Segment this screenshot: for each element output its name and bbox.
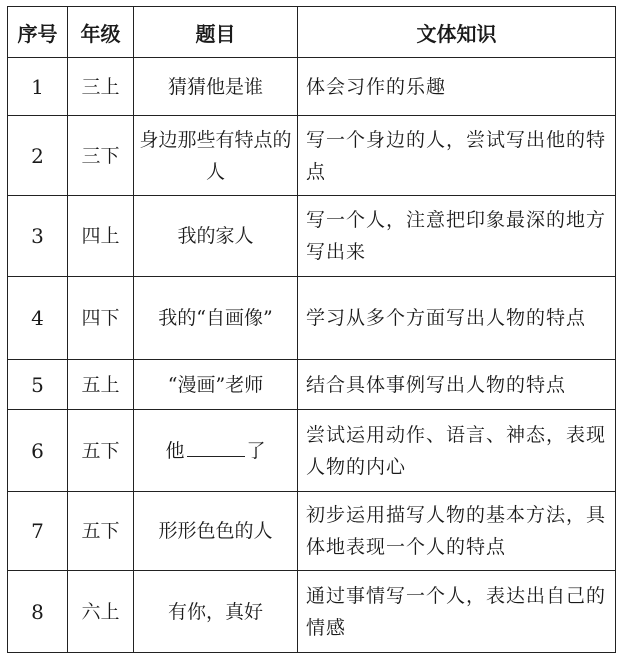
- cell-grade: 五上: [68, 360, 134, 410]
- table-container: [7, 6, 616, 653]
- table-row: [8, 116, 616, 196]
- cell-index: 1: [8, 58, 68, 116]
- topic-text-after-blank: 了: [246, 439, 266, 462]
- fill-in-blank: [187, 438, 245, 457]
- cell-knowledge: 结合具体事例写出人物的特点: [298, 360, 616, 410]
- header-knowledge: 文体知识: [298, 7, 616, 58]
- cell-grade: 五下: [68, 410, 134, 492]
- cell-index: 2: [8, 116, 68, 196]
- cell-index: 8: [8, 571, 68, 653]
- cell-knowledge: 初步运用描写人物的基本方法，具体地表现一个人的特点: [298, 492, 616, 571]
- writing-topics-table: [7, 6, 616, 653]
- table-row: [8, 492, 616, 571]
- cell-knowledge: 学习从多个方面写出人物的特点: [298, 277, 616, 360]
- cell-topic: 身边那些有特点的人: [134, 116, 298, 196]
- header-row: [8, 7, 616, 58]
- cell-knowledge: 尝试运用动作、语言、神态，表现人物的内心: [298, 410, 616, 492]
- cell-index: 6: [8, 410, 68, 492]
- header-topic: 题目: [134, 7, 298, 58]
- cell-topic: [134, 410, 298, 492]
- cell-grade: 三下: [68, 116, 134, 196]
- cell-grade: 四下: [68, 277, 134, 360]
- cell-grade: 五下: [68, 492, 134, 571]
- header-grade: 年级: [68, 7, 134, 58]
- cell-topic: 猜猜他是谁: [134, 58, 298, 116]
- cell-knowledge: 写一个人，注意把印象最深的地方写出来: [298, 196, 616, 277]
- cell-grade: 六上: [68, 571, 134, 653]
- cell-knowledge: 体会习作的乐趣: [298, 58, 616, 116]
- cell-knowledge: 通过事情写一个人，表达出自己的情感: [298, 571, 616, 653]
- cell-index: 4: [8, 277, 68, 360]
- cell-grade: 四上: [68, 196, 134, 277]
- cell-index: 5: [8, 360, 68, 410]
- cell-topic: 我的“自画像”: [134, 277, 298, 360]
- cell-index: 3: [8, 196, 68, 277]
- header-index: 序号: [8, 7, 68, 58]
- table-row: [8, 410, 616, 492]
- cell-index: 7: [8, 492, 68, 571]
- topic-text-before-blank: 他: [165, 439, 185, 462]
- cell-knowledge: 写一个身边的人，尝试写出他的特点: [298, 116, 616, 196]
- cell-topic: 我的家人: [134, 196, 298, 277]
- table-row: [8, 360, 616, 410]
- cell-grade: 三上: [68, 58, 134, 116]
- table-row: [8, 58, 616, 116]
- table-row: [8, 277, 616, 360]
- cell-topic: “漫画”老师: [134, 360, 298, 410]
- cell-topic: 有你，真好: [134, 571, 298, 653]
- table-row: [8, 571, 616, 653]
- table-row: [8, 196, 616, 277]
- cell-topic: 形形色色的人: [134, 492, 298, 571]
